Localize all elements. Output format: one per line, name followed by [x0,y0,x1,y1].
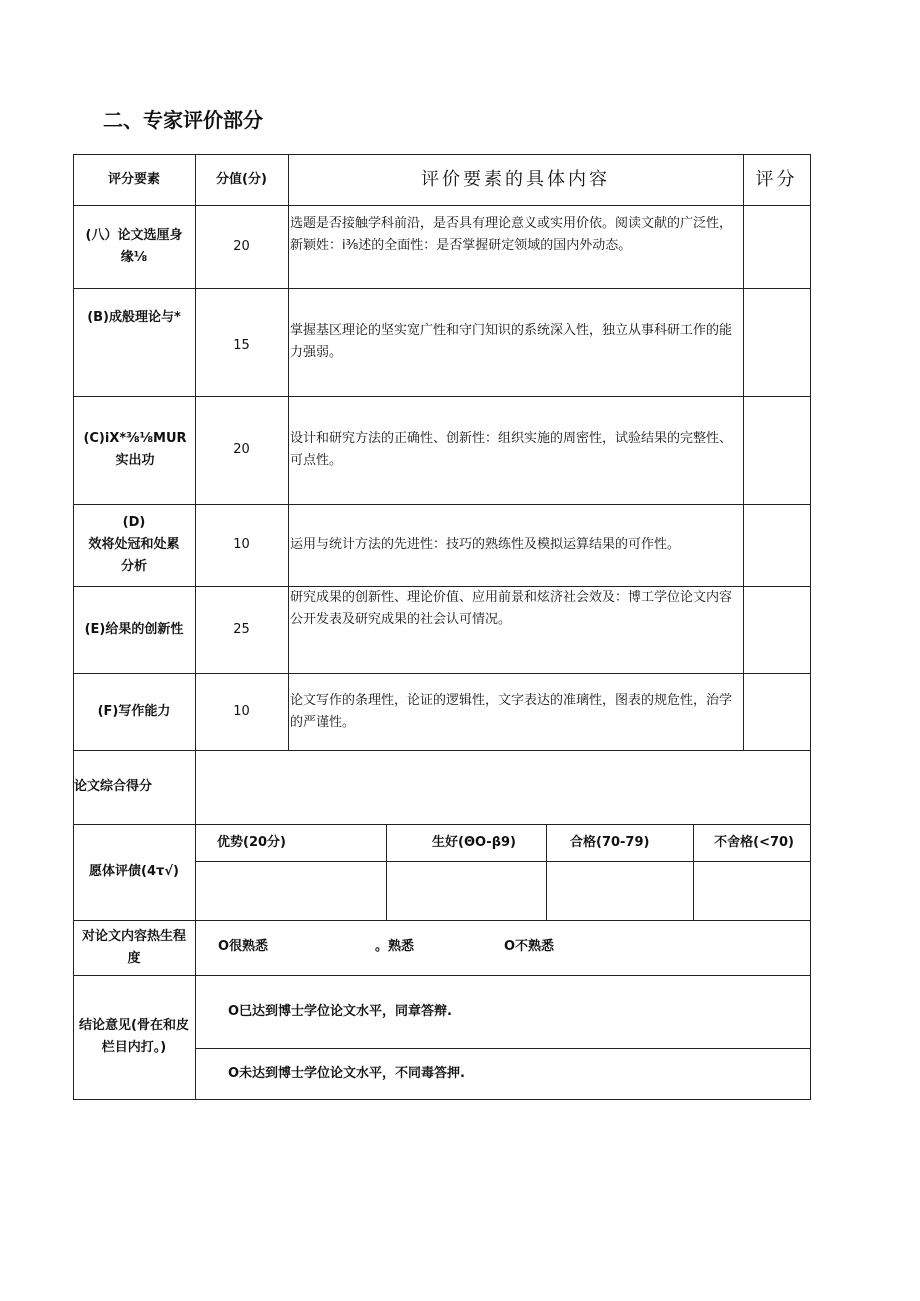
row-a-value: 20 [233,238,250,254]
overall-option-pass: 合格(70-79) [570,834,650,850]
header-content: 评价要素的具体内容 [421,168,610,190]
row-b-element: (B)成般理论与* [87,310,181,325]
row-c-element: (C)iX*⅜⅛MUR实出功 [83,431,187,468]
overall-option-fail: 不舍格(<70) [714,834,794,850]
row-e-element: (E)给果的创新性 [84,621,184,637]
header-rating: 评分 [755,168,798,190]
row-e-value: 25 [233,621,250,637]
row-f-content: 论文写作的条理性，论证的逻辑性，文字表达的准璃性，图表的规危性，治学的严谨性。 [290,692,733,730]
row-f-rating[interactable] [743,673,810,750]
header-score-value: 分值(分) [216,171,267,187]
overall-check-fail[interactable] [693,861,810,920]
row-c-value: 20 [233,442,250,457]
row-a-element: (八）论文选厘身缘⅛ [85,227,183,265]
row-d-element-code: (D) [122,515,146,530]
row-d-element [73,504,195,586]
overall-option-excellent: 优势(20分) [217,834,286,850]
conclusion-pass-option[interactable]: O巳达到博士学位论文水平，同章答辩. [228,1003,452,1019]
row-d-element-name: 效将处冠和处累分析 [88,537,180,574]
section-title: 二、专家评价部分 [103,108,263,132]
familiarity-familiar[interactable]: 。熟悉 [375,939,415,954]
evaluation-table [73,154,811,1100]
conclusion-label: 结论意见(骨在和皮栏目内打。) [79,1018,189,1055]
row-b-rating[interactable] [743,288,810,396]
familiarity-label: 对论文内容热生程度 [81,928,186,966]
familiarity-very-familiar[interactable]: O很熟悉 [218,939,269,954]
row-b-value: 15 [233,338,250,353]
familiarity-unfamiliar[interactable]: O不熟悉 [504,939,555,954]
row-b-content: 掌握基区理论的坚实宽广性和守门知识的系统深入性，独立从事科研工作的能力强弱。 [290,323,733,360]
row-a-content: 选题是否接触学科前沿，是否具有理论意义或实用价依。阅读文献的广泛性，新颖姓：i⅜述的全面性：是否掌握研定领域的国内外动态。 [290,216,733,253]
row-e-content: 研究成果的创新性、理论价值、应用前景和炫济社会效及：博工学位论文内容公开发表及研究成果的社会认可情况。 [290,590,733,627]
total-score-label: 论文综合得分 [74,779,153,794]
row-f-value: 10 [233,703,250,719]
overall-check-pass[interactable] [546,861,693,920]
row-a-rating[interactable] [743,205,810,288]
row-d-rating[interactable] [743,504,810,586]
row-e-rating[interactable] [743,586,810,673]
row-f-element: (F)写作能力 [97,703,171,719]
row-c-content: 设计和研究方法的正确性、创新性：组织实施的周密性，试验结果的完整性、可点性。 [290,431,733,468]
overall-check-excellent[interactable] [195,861,386,920]
overall-option-good: 生好(ΘO-β9) [432,834,516,850]
overall-label: 愿体评债(4τ√) [89,864,179,879]
conclusion-fail-option[interactable]: O未达到博士学位论文水平，不同毒答押. [228,1065,465,1081]
total-score-field[interactable] [195,750,810,824]
header-element: 评分要素 [107,171,160,187]
row-c-rating[interactable] [743,396,810,504]
overall-check-good[interactable] [386,861,546,920]
row-d-value: 10 [233,537,250,552]
row-d-content: 运用与统计方法的先进性：技巧的熟练性及模拟运算结果的可作性。 [290,537,681,552]
